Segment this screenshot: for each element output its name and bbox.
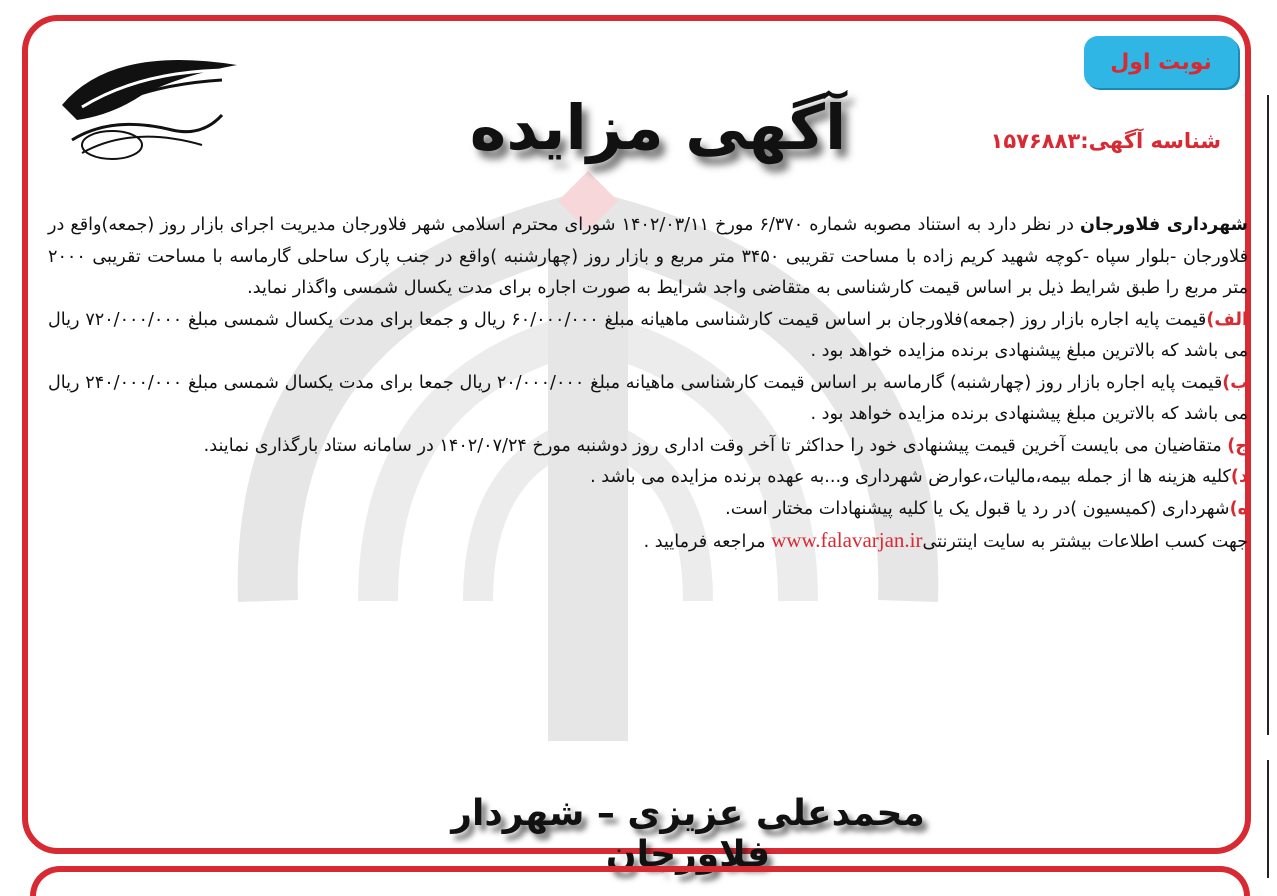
- ad-id-value: ۱۵۷۶۸۸۳: [990, 129, 1081, 153]
- org-name: شهرداری فلاورجان: [1079, 215, 1248, 235]
- municipality-logo: [52, 45, 242, 169]
- ad-id: [991, 129, 1221, 153]
- clause-marker: ج): [1227, 435, 1248, 456]
- clause-d: [48, 462, 1248, 494]
- logo-emblem-icon: [52, 45, 242, 165]
- clause-marker: ب): [1222, 372, 1248, 393]
- clause-marker: ه): [1229, 498, 1248, 519]
- clause-text: متقاضیان می بایست آخرین قیمت پیشنهادی خود را حداکثر تا آخر وقت اداری روز دوشنبه مورخ ۱۴۰۲/۰۷/۲۴ در سامانه ستاد بارگذاری نمایند.: [203, 435, 1228, 456]
- footer-after: مراجعه فرمایید .: [643, 532, 772, 552]
- clause-marker: الف): [1206, 309, 1248, 330]
- ad-id-label: شناسه آگهی:: [1080, 129, 1221, 153]
- page-title: آگهی مزایده: [469, 91, 847, 164]
- notice-frame: [22, 15, 1251, 875]
- clause-c: [48, 431, 1248, 463]
- next-notice-frame-edge: [30, 866, 1250, 896]
- clause-text: شهرداری (کمیسیون )در رد یا قبول یک یا کلیه پیشنهادات مختار است.: [725, 498, 1230, 519]
- edition-badge: [1084, 36, 1238, 88]
- notice-body: [48, 210, 1248, 559]
- footer-before: جهت کسب اطلاعات بیشتر به سایت اینترنتی: [922, 532, 1248, 552]
- signature: محمدعلی عزیزی – شهردار فلاورجان: [451, 793, 925, 875]
- intro-paragraph: [48, 210, 1248, 305]
- clause-b: [48, 368, 1248, 431]
- clause-marker: د): [1230, 467, 1248, 487]
- clause-text: قیمت پایه اجاره بازار روز (چهارشنبه) گارماسه بر اساس قیمت کارشناسی ماهیانه مبلغ ۲۰/۰۰۰/۰۰۰ ریال جمعا برای مدت یکسال شمسی مبلغ ۲۴۰/۰۰۰/۰۰۰ ریال می باشد که بالاترین مبلغ پیشنهادی برنده مزایده خواهد بود .: [48, 372, 1248, 424]
- edition-badge-label: نوبت اول: [1110, 49, 1212, 75]
- clause-text: قیمت پایه اجاره بازار روز (جمعه)فلاورجان بر اساس قیمت کارشناسی ماهیانه مبلغ ۶۰/۰۰۰/۰۰۰ ریال و جمعا برای مدت یکسال شمسی مبلغ ۷۲۰/۰۰۰/۰۰۰ ریال می باشد که بالاترین مبلغ پیشنهادی برنده مزایده خواهد بود .: [48, 309, 1248, 361]
- clause-a: [48, 305, 1248, 368]
- clause-text: کلیه هزینه ها از جمله بیمه،مالیات،عوارض شهرداری و...به عهده برنده مزایده می باشد .: [590, 467, 1231, 487]
- side-divider: [1267, 760, 1277, 878]
- intro-text: در نظر دارد به استناد مصوبه شماره ۶/۳۷۰ مورخ ۱۴۰۲/۰۳/۱۱ شورای محترم اسلامی شهر فلاورجان مدیریت اجرای بازار روز (جمعه)واقع در فلاورجان -بلوار سپاه -کوچه شهید کریم زاده با مساحت تقریبی ۳۴۵۰ متر مربع و بازار روز (چهارشنبه )واقع در جنب پارک ساحلی گارماسه با مساحت تقریبی ۲۰۰۰ متر مربع را طبق شرایط ذیل بر اساس قیمت کارشناسی به متقاضی واجد شرایط به صورت اجاره برای مدت یکسال شمسی واگذار نماید.: [48, 215, 1249, 298]
- side-divider: [1267, 95, 1277, 735]
- clause-e: [48, 494, 1248, 526]
- website-link[interactable]: www.falavarjan.ir: [771, 528, 923, 552]
- footer-line: [48, 525, 1248, 559]
